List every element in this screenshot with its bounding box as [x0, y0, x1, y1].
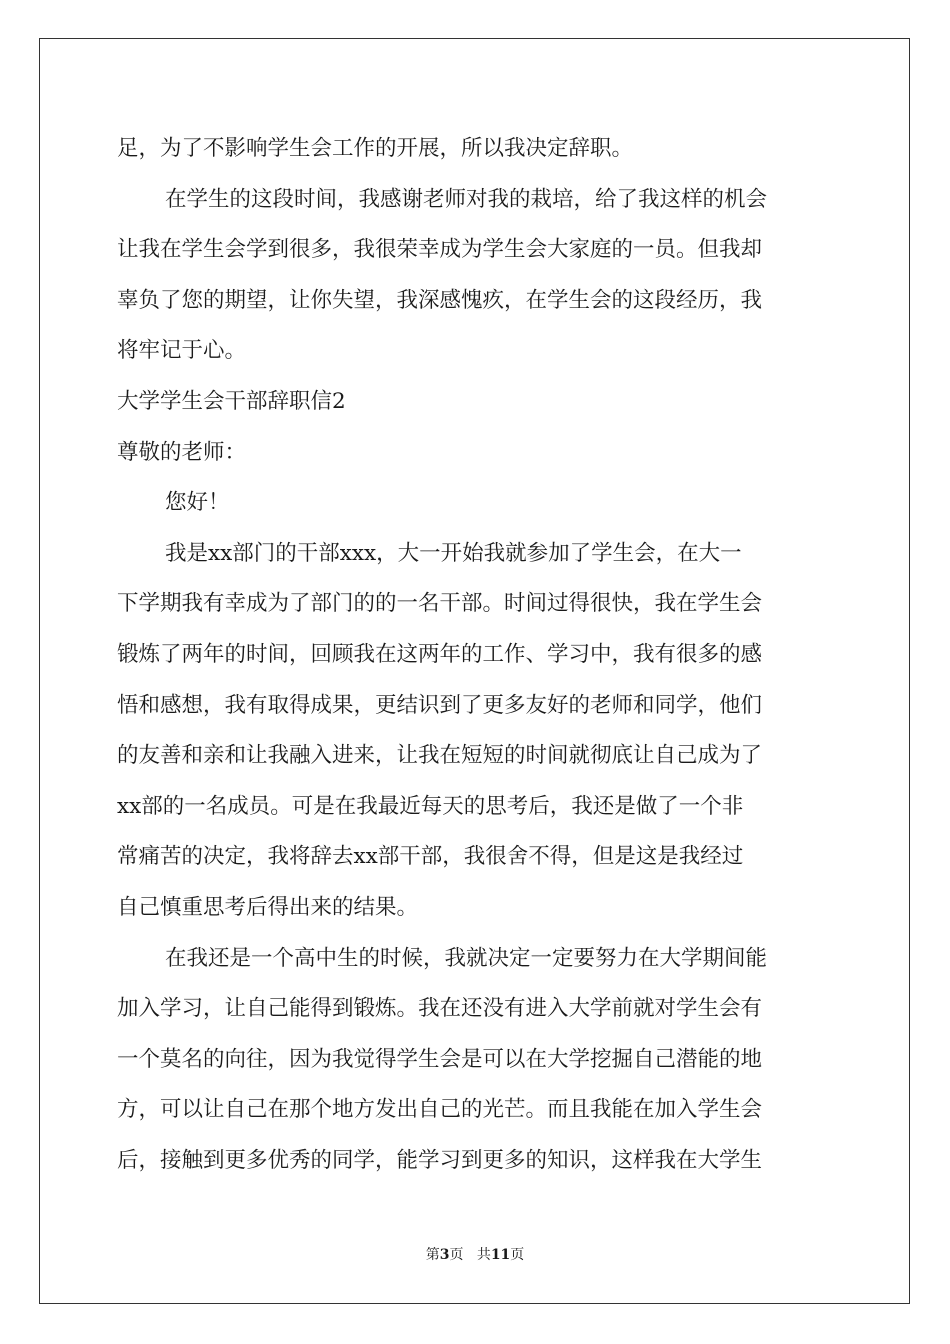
text-line: 锻炼了两年的时间，回顾我在这两年的工作、学习中，我有很多的感 — [117, 641, 763, 667]
text-line: 在我还是一个高中生的时候，我就决定一定要努力在大学期间能 — [165, 945, 768, 971]
text-line: 大学学生会干部辞职信2 — [117, 388, 346, 414]
text-line: 尊敬的老师： — [117, 439, 247, 465]
text-line: 自己慎重思考后得出来的结果。 — [117, 894, 419, 920]
page-footer — [0, 1244, 950, 1264]
text-line: 在学生的这段时间，我感谢老师对我的栽培，给了我这样的机会 — [165, 186, 768, 212]
text-line: 足，为了不影响学生会工作的开展，所以我决定辞职。 — [117, 136, 634, 161]
text-line: 常痛苦的决定，我将辞去xx部干部，我很舍不得，但是这是我经过 — [117, 844, 744, 870]
document-body — [117, 124, 837, 1186]
page-prefix: 第 — [425, 1247, 440, 1263]
text-line: 加入学习，让自己能得到锻炼。我在还没有进入大学前就对学生会有 — [117, 996, 763, 1022]
text-line: 我是xx部门的干部xxx，大一开始我就参加了学生会，在大一 — [165, 540, 742, 566]
text-line: 辜负了您的期望，让你失望，我深感愧疚，在学生会的这段经历，我 — [117, 287, 763, 313]
text-line: 的友善和亲和让我融入进来，让我在短短的时间就彻底让自己成为了 — [117, 743, 763, 769]
text-line: 让我在学生会学到很多，我很荣幸成为学生会大家庭的一员。但我却 — [117, 237, 763, 263]
total-suffix: 页 — [510, 1247, 525, 1263]
text-line: 方，可以让自己在那个地方发出自己的光芒。而且我能在加入学生会 — [117, 1097, 763, 1123]
text-line: 悟和感想，我有取得成果，更结识到了更多友好的老师和同学，他们 — [117, 692, 763, 718]
total-page-count: 11 — [490, 1247, 511, 1263]
text-line: 您好！ — [165, 490, 230, 516]
current-page-number: 3 — [439, 1247, 450, 1263]
text-line: 下学期我有幸成为了部门的的一名干部。时间过得很快，我在学生会 — [117, 591, 763, 617]
page-suffix: 页 — [449, 1247, 464, 1263]
text-line: xx部的一名成员。可是在我最近每天的思考后，我还是做了一个非 — [117, 793, 744, 819]
text-line: 后，接触到更多优秀的同学，能学习到更多的知识，这样我在大学生 — [117, 1147, 763, 1173]
total-prefix: 共 — [476, 1247, 491, 1263]
text-line: 将牢记于心。 — [117, 338, 247, 364]
text-line: 一个莫名的向往，因为我觉得学生会是可以在大学挖掘自己潜能的地 — [117, 1046, 763, 1072]
